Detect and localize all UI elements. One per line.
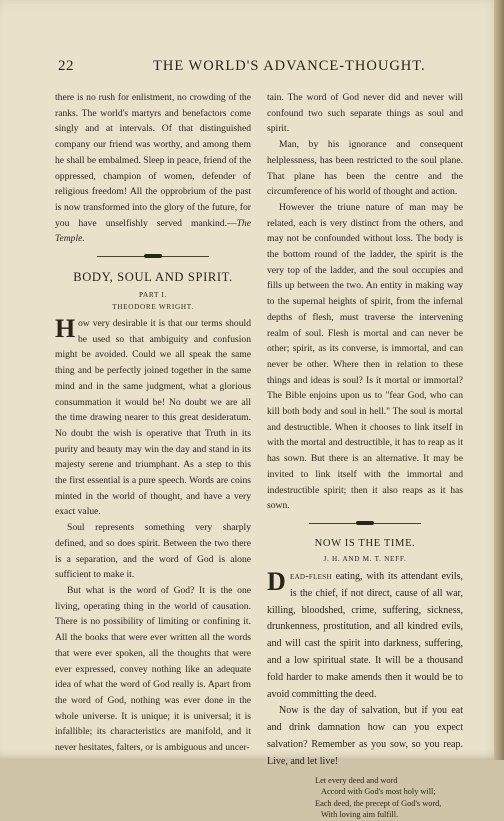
left-column — [55, 90, 251, 756]
continued-paragraph: tain. The word of God never did and never will confound two such separate things as soul and spirit. — [267, 92, 463, 135]
article-paragraph: However the triune nature of man may be related, each is very distinct from the others, and may not be confounded without loss. The body is the bottom round of the ladder, the spirit is the very top of the ladder, and the soul occupies and fills up between the two. An entity in making way to the supernal heights of spirit, from the infernal depths of flesh, must traverse the intervening realm of soul. Flesh is mortal and can never be other; spirit, as its converse, is immortal, and can never be other. Where then in relation to these things and ideas is soul? Is it mortal or immortal? The Bible enjoins upon us to "fear God, who can kill both body and soul in hell." The soul is mortal and destructible. When it chooses to link itself in with the mortal and destructible, it has to reap as it has sown. But there is an alternative. It may be invited to link itself with the immortal and indestructible spirit; then it also reaps as it has sown. — [267, 201, 463, 512]
drop-cap: H — [55, 314, 76, 344]
article-paragraph: Soul represents something very sharply defined, and so does spirit. Between the two there is a separation, and the word of God is alone sufficient to make it. — [55, 522, 251, 581]
article-title: NOW IS THE TIME. — [314, 537, 416, 549]
article-paragraph: Man, by his ignorance and consequent helplessness, has been restricted to the soul plane. That plane has been the centre and the circumference of his world of thought and action. — [267, 139, 463, 198]
article-title: BODY, SOUL AND SPIRIT. — [73, 270, 233, 285]
poem-line: Each deed, the precept of God's word, — [315, 798, 442, 808]
article-author: J. H. AND M. T. NEFF. — [323, 554, 407, 563]
section-divider — [55, 253, 251, 261]
poem-line: Accord with God's most holy will; — [321, 787, 436, 797]
poem — [315, 775, 463, 821]
article-part: PART I. — [138, 291, 168, 300]
running-title: THE WORLD'S ADVANCE-THOUGHT. — [153, 58, 426, 74]
continued-paragraph: there is no rush for enlistment, no crowding of the ranks. The world's martyrs and benefactors come singly and at intervals. Of that distinguished company our friend was worthy, and among them he shall be embalmed. Sleep in peace, friend of the oppressed, champion of women, defender of religious freedom! All the opprobrium of the past is now transformed into the glory of the future, for you have unselfishly served mankind.—The Temple. — [55, 92, 251, 245]
article-paragraph: Dead-flesh eating, with its attendant evils, is the chief, if not direct, cause of all war, killing, bloodshed, crime, suffering, sickness, drunkenness, prostitution, and all kindred evils, and will cast the spirit into darkness, suffering, and a low spiritual state. It will be a thousand fold harder to make amends then it would be to avoid committing the deed. — [267, 566, 463, 700]
source-citation: The Temple. — [55, 217, 251, 245]
poem-line: With loving aim fulfill. — [321, 810, 399, 820]
article-paragraph: Now is the day of salvation, but if you eat and drink damnation how can you expect salvation? Remember as you sow, so you reap. Live, and let live! — [267, 705, 463, 767]
article-body — [267, 566, 463, 821]
section-divider — [267, 520, 463, 528]
article-paragraph: But what is the word of God? It is the one living, operating thing in the world of causation. There is no possibility of limiting or confining it. All the books that were ever written all the words that were ever spoken, all the thoughts that were ever expressed, convey nothing like an adequate idea of what the word of God really is. Apart from the word of God, nothing was ever done in the whole universe. It is unique; it is universal; it is infallible; its characteristics are manifold, and it never hesitates, falters, or is ambiguous and uncer- — [55, 584, 251, 754]
page-spine-shadow — [494, 0, 504, 760]
drop-cap: D — [267, 566, 286, 596]
right-column — [267, 90, 463, 821]
page-number: 22 — [58, 58, 74, 74]
article-paragraph: How very desirable it is that our terms should be used so that ambiguity and confusion might be avoided. Could we all speak the same thing and be perfectly joined together in the same mind and in the same judgment, what a glorious consummation it would be! No doubt we are all the time drawing nearer to this great desideratum. No doubt the wish is operative that Truth in its purity and beauty may win the day and stand in its majesty serene and triumphant. As a step to this the first essential is a pure speech. Words are coins minted in the world of thought, and have a very exact value. — [55, 314, 251, 518]
article-author: THEODORE WRIGHT. — [112, 303, 194, 312]
poem-line: Let every deed and word — [315, 775, 398, 785]
page-header — [58, 58, 458, 80]
